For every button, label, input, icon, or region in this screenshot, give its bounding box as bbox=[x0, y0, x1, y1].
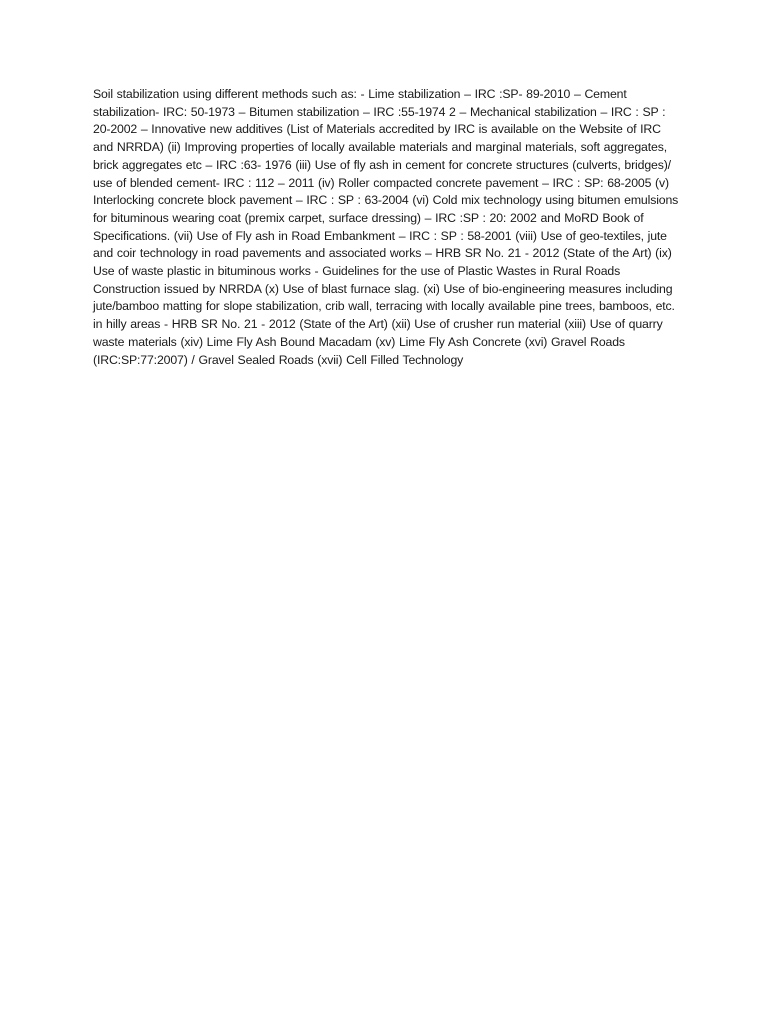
body-paragraph: Soil stabilization using different methods such as: - Lime stabilization – IRC :SP- 89-2010 – Cement stabilization- IRC: 50-1973 – Bitumen stabilization – IRC :55-1974 2 – Mechanical stabilization – IRC : SP : 20-2002 – Innovative new additives (List of Materials accredited by IRC is available on the Website of IRC and NRRDA) (ii) Improving properties of locally available materials and marginal materials, soft aggregates, brick aggregates etc – IRC :63- 1976 (iii) Use of fly ash in cement for concrete structures (culverts, bridges)/ use of blended cement- IRC : 112 – 2011 (iv) Roller compacted concrete pavement – IRC : SP: 68-2005 (v) Interlocking concrete block pavement – IRC : SP : 63-2004 (vi) Cold mix technology using bitumen emulsions for bituminous wearing coat (premix carpet, surface dressing) – IRC :SP : 20: 2002 and MoRD Book of Specifications. (vii) Use of Fly ash in Road Embankment – IRC : SP : 58-2001 (viii) Use of geo-textiles, jute and coir technology in road pavements and associated works – HRB SR No. 21 - 2012 (State of the Art) (ix) Use of waste plastic in bituminous works - Guidelines for the use of Plastic Wastes in Rural Roads Construction issued by NRRDA (x) Use of blast furnace slag. (xi) Use of bio-engineering measures including jute/bamboo matting for slope stabilization, crib wall, terracing with locally available pine trees, bamboos, etc. in hilly areas - HRB SR No. 21 - 2012 (State of the Art) (xii) Use of crusher run material (xiii) Use of quarry waste materials (xiv) Lime Fly Ash Bound Macadam (xv) Lime Fly Ash Concrete (xvi) Gravel Roads (IRC:SP:77:2007) / Gravel Sealed Roads (xvii) Cell Filled Technology bbox=[93, 87, 679, 367]
